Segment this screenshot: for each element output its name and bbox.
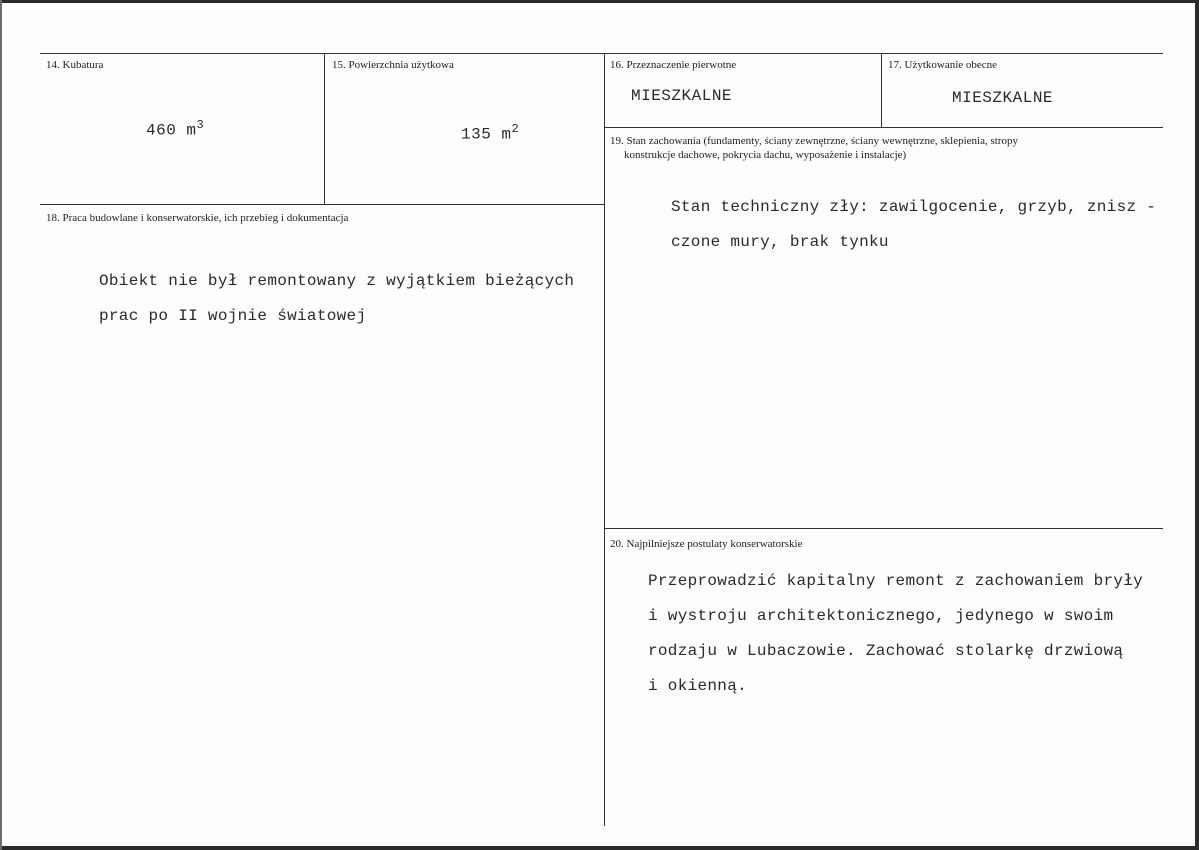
grid-line-v-kubatura — [324, 53, 325, 204]
kubatura-value — [146, 118, 204, 139]
powierzchnia-exponent: 2 — [511, 122, 520, 136]
powierzchnia-number: 135 m — [461, 125, 512, 144]
kubatura-exponent: 3 — [196, 118, 205, 132]
stan-zachowania-label-line1: 19. Stan zachowania (fundamenty, ściany zewnętrzne, ściany wewnętrzne, sklepienia, stropy — [610, 135, 1018, 147]
uzytkowanie-value: MIESZKALNE — [952, 89, 1054, 107]
kubatura-label: 14. Kubatura — [46, 59, 104, 71]
page-edge-right — [1195, 0, 1199, 850]
grid-line-v-uzytkowanie — [881, 53, 882, 127]
postulaty-text-line3: rodzaju w Lubaczowie. Zachować stolarkę drzwiową — [648, 642, 1124, 660]
page-edge-top — [0, 0, 1199, 3]
prace-budowlane-label: 18. Praca budowlane i konserwatorskie, ich przebieg i dokumentacja — [46, 212, 349, 224]
prace-budowlane-text-line1: Obiekt nie był remontowany z wyjątkiem bieżących — [99, 272, 575, 290]
przeznaczenie-value: MIESZKALNE — [631, 87, 733, 105]
postulaty-text-line2: i wystroju architektonicznego, jedynego w swoim — [648, 607, 1114, 625]
grid-line-v-main — [604, 53, 605, 826]
stan-zachowania-text-line1: Stan techniczny zły: zawilgocenie, grzyb, znisz - — [671, 198, 1157, 216]
postulaty-text-line1: Przeprowadzić kapitalny remont z zachowaniem bryły — [648, 572, 1144, 590]
uzytkowanie-label: 17. Użytkowanie obecne — [888, 59, 998, 71]
powierzchnia-label: 15. Powierzchnia użytkowa — [332, 59, 454, 71]
powierzchnia-value — [461, 122, 519, 143]
grid-line-top — [40, 53, 1163, 54]
przeznaczenie-label: 16. Przeznaczenie pierwotne — [610, 59, 737, 71]
grid-line-above-20 — [604, 528, 1163, 529]
page-edge-left — [0, 0, 2, 850]
page-edge-bottom — [0, 846, 1199, 850]
stan-zachowania-label-line2: konstrukcje dachowe, pokrycia dachu, wyposażenie i instalacje) — [624, 149, 907, 161]
postulaty-text-line4: i okienną. — [648, 677, 748, 695]
prace-budowlane-text-line2: prac po II wojnie światowej — [99, 307, 367, 325]
kubatura-number: 460 m — [146, 121, 197, 140]
postulaty-label: 20. Najpilniejsze postulaty konserwatorskie — [610, 538, 803, 550]
grid-line-under-16-17 — [604, 127, 1163, 128]
stan-zachowania-text-line2: czone mury, brak tynku — [671, 233, 889, 251]
grid-line-under-14-15 — [40, 204, 604, 205]
